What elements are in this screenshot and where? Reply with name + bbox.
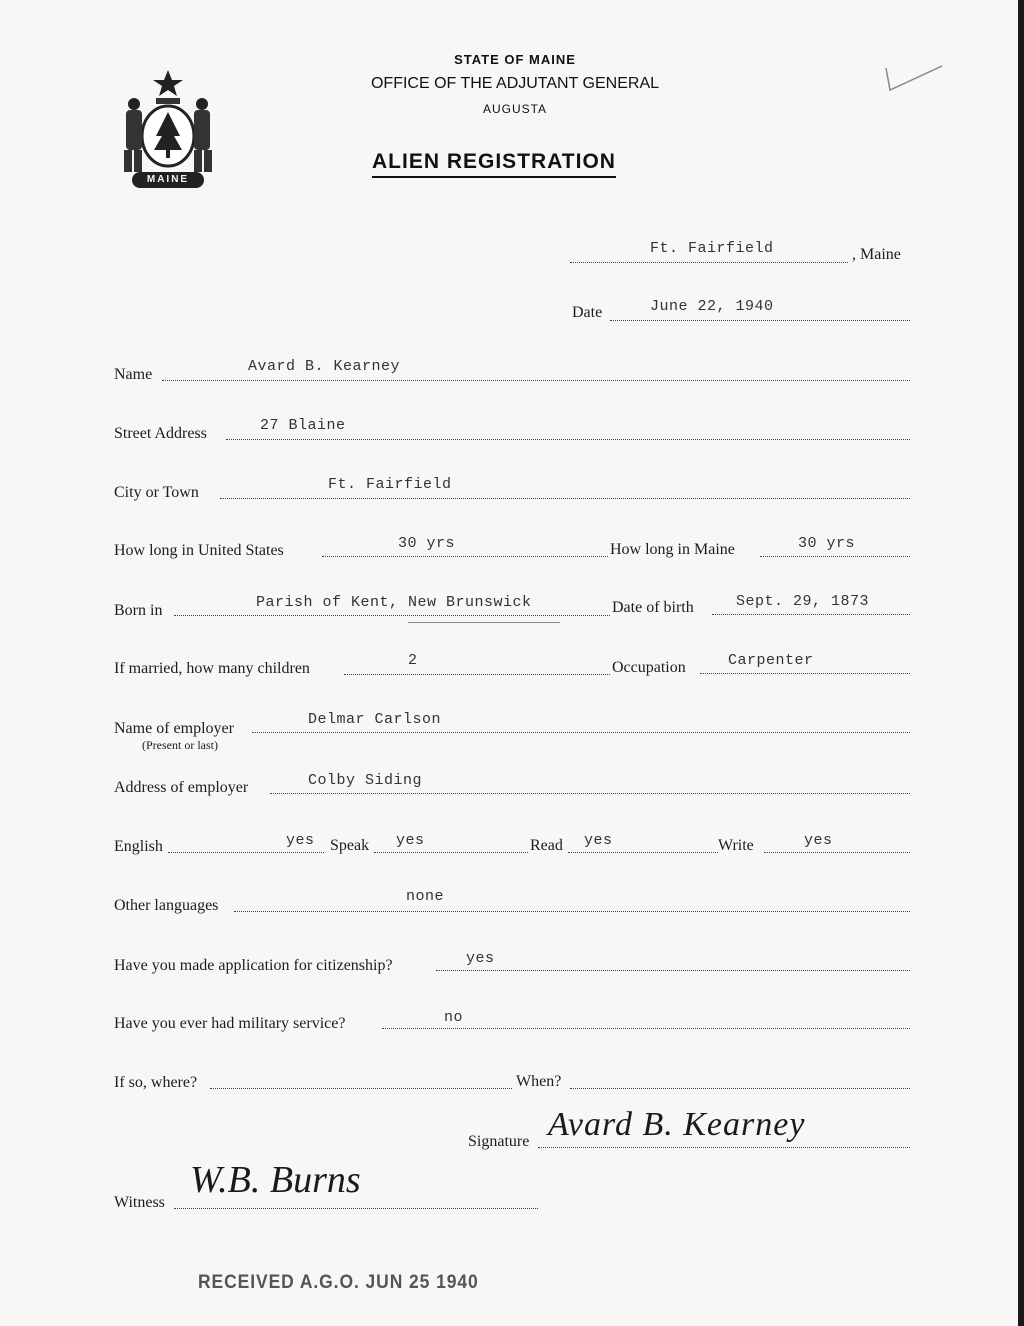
city-heading: AUGUSTA bbox=[482, 102, 548, 116]
office-heading: OFFICE OF THE ADJUTANT GENERAL bbox=[370, 75, 660, 92]
other-languages-label: Other languages bbox=[114, 897, 219, 914]
write-value: yes bbox=[804, 832, 833, 849]
other-languages-value: none bbox=[406, 888, 445, 905]
signature-value: Avard B. Kearney bbox=[548, 1106, 806, 1143]
employer-label: Name of employer bbox=[114, 720, 234, 737]
name-label: Name bbox=[114, 366, 153, 383]
date-label: Date bbox=[572, 304, 603, 321]
speak-value: yes bbox=[396, 832, 425, 849]
check-mark-icon bbox=[880, 60, 950, 96]
speak-label: Speak bbox=[330, 837, 370, 854]
dob-label: Date of birth bbox=[612, 599, 694, 616]
form-title: ALIEN REGISTRATION bbox=[372, 150, 616, 178]
military-value: no bbox=[444, 1009, 464, 1026]
read-label: Read bbox=[530, 837, 563, 854]
military-label: Have you ever had military service? bbox=[114, 1015, 346, 1032]
employer-address-value: Colby Siding bbox=[308, 772, 423, 789]
signature-label: Signature bbox=[468, 1133, 530, 1150]
name-value: Avard B. Kearney bbox=[248, 358, 401, 375]
children-label: If married, how many children bbox=[114, 660, 310, 677]
us-years-label: How long in United States bbox=[114, 542, 284, 559]
street-label: Street Address bbox=[114, 425, 207, 442]
born-in-underline bbox=[408, 622, 560, 623]
employer-address-label: Address of employer bbox=[114, 779, 249, 796]
where-label: If so, where? bbox=[114, 1074, 198, 1091]
write-label: Write bbox=[718, 837, 754, 854]
street-value: 27 Blaine bbox=[260, 417, 346, 434]
when-label: When? bbox=[516, 1073, 562, 1090]
occupation-label: Occupation bbox=[612, 659, 686, 676]
born-in-value: Parish of Kent, New Brunswick bbox=[256, 594, 532, 611]
employer-value: Delmar Carlson bbox=[308, 711, 442, 728]
city-value: Ft. Fairfield bbox=[328, 476, 452, 493]
english-value: yes bbox=[286, 832, 315, 849]
us-years-value: 30 yrs bbox=[398, 535, 456, 552]
citizenship-value: yes bbox=[466, 950, 495, 967]
city-label: City or Town bbox=[114, 484, 199, 501]
born-in-label: Born in bbox=[114, 602, 163, 619]
occupation-value: Carpenter bbox=[728, 652, 814, 669]
dob-value: Sept. 29, 1873 bbox=[736, 593, 870, 610]
maine-years-label: How long in Maine bbox=[610, 541, 735, 558]
seal-banner-text: MAINE bbox=[146, 174, 190, 185]
children-value: 2 bbox=[408, 652, 418, 669]
citizenship-label: Have you made application for citizenship? bbox=[114, 957, 393, 974]
read-value: yes bbox=[584, 832, 613, 849]
state-heading: STATE OF MAINE bbox=[454, 52, 576, 67]
date-value: June 22, 1940 bbox=[650, 298, 774, 315]
place-value: Ft. Fairfield bbox=[650, 240, 774, 257]
maine-years-value: 30 yrs bbox=[798, 535, 856, 552]
employer-sublabel: (Present or last) bbox=[142, 738, 218, 752]
scan-edge bbox=[1018, 0, 1024, 1326]
place-suffix: , Maine bbox=[852, 246, 901, 263]
witness-label: Witness bbox=[114, 1194, 165, 1211]
received-stamp: RECEIVED A.G.O. JUN 25 1940 bbox=[198, 1272, 479, 1293]
witness-value: W.B. Burns bbox=[190, 1159, 361, 1201]
english-label: English bbox=[114, 838, 163, 855]
